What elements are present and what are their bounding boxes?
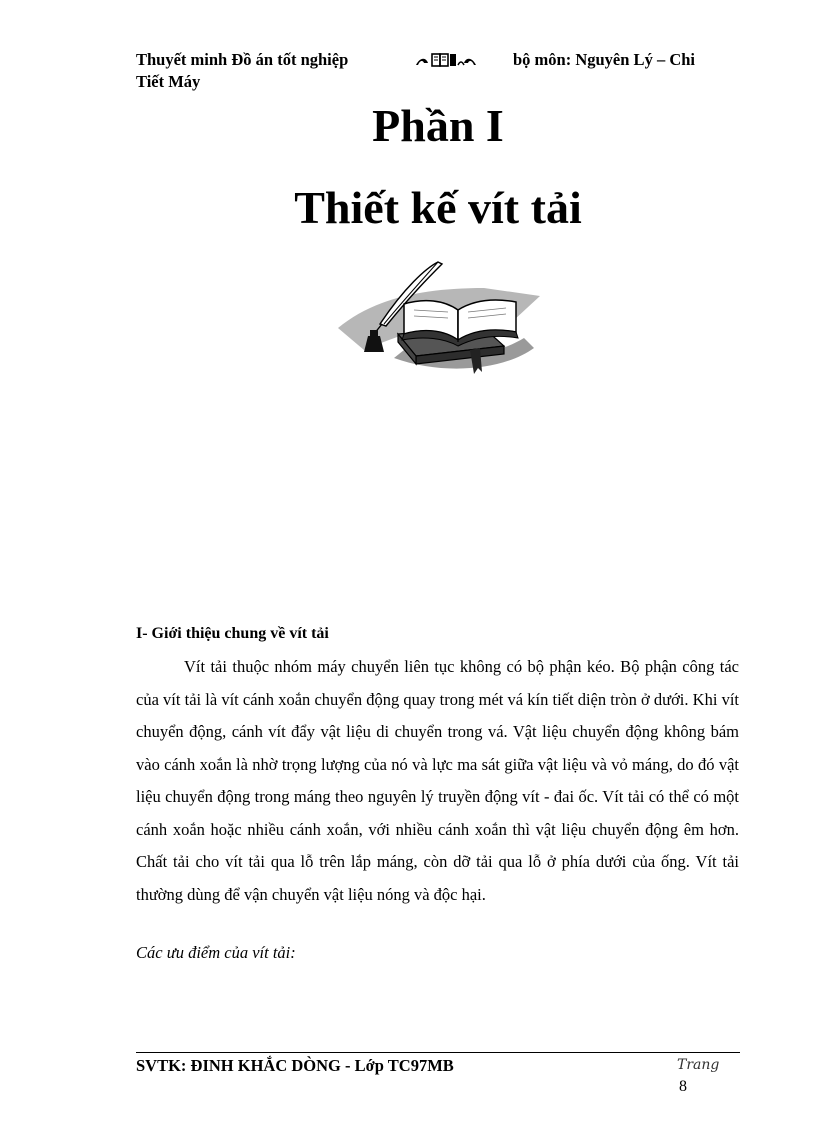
footer-divider xyxy=(136,1052,740,1053)
book-quill-icon xyxy=(334,258,546,376)
section-heading: I- Giới thiệu chung về vít tải xyxy=(136,625,329,642)
page-header xyxy=(136,49,736,93)
ornament-icon xyxy=(414,51,478,69)
footer-author: SVTK: ĐINH KHẮC DÒNG - Lớp TC97MB xyxy=(136,1056,454,1075)
footer-page-number: 8 xyxy=(679,1078,687,1095)
footer-page-label: Trang xyxy=(677,1057,720,1073)
part-title: Phần I xyxy=(372,100,504,151)
advantages-label: Các ưu điểm của vít tải: xyxy=(136,943,296,962)
body-paragraph: Vít tải thuộc nhóm máy chuyển liên tục không có bộ phận kéo. Bộ phận công tác của vít tải là vít cánh xoắn chuyển động quay trong mét vá kín tiết diện tròn ở dưới. Khi vít chuyển động, cánh vít đẩy vật liệu di chuyển trong vá. Vật liệu chuyển động không bám vào cánh xoắn là nhờ trọng lượng của nó và lực ma sát giữa vật liệu và vỏ máng, do đó vật liệu chuyển động trong máng theo nguyên lý truyền động vít - đai ốc. Vít tải có thể có một cánh xoắn hoặc nhiều cánh xoắn, với nhiều cánh xoắn thì vật liệu chuyển động êm hơn. Chất tải cho vít tải qua lỗ trên lắp máng, còn dỡ tải qua lỗ ở phía dưới của ống. Vít tải thường dùng để vận chuyển vật liệu nóng và độc hại. xyxy=(136,657,739,904)
header-department-continued: Tiết Máy xyxy=(136,72,201,91)
chapter-title: Thiết kế vít tải xyxy=(294,182,582,233)
header-department: bộ môn: Nguyên Lý – Chi xyxy=(513,50,695,69)
header-document-title: Thuyết minh Đồ án tốt nghiệp xyxy=(136,50,349,69)
